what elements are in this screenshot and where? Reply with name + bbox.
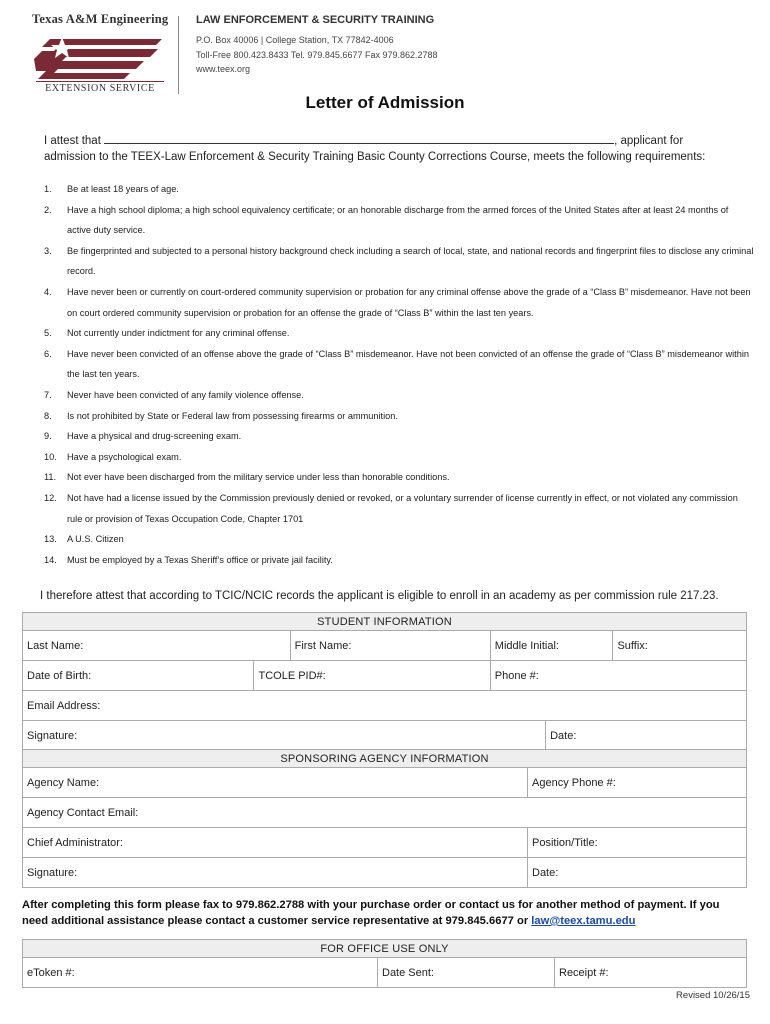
requirement-item (44, 550, 754, 571)
department-name: LAW ENFORCEMENT & SECURITY TRAINING (196, 14, 435, 26)
requirement-number: 11. (44, 472, 57, 483)
teex-logo-mark (32, 29, 172, 81)
requirement-text: Not currently under indictment for any criminal offense. (67, 328, 290, 339)
agency-info-heading: SPONSORING AGENCY INFORMATION (23, 750, 747, 768)
address: P.O. Box 40006 | College Station, TX 77842-4006 (196, 35, 394, 45)
payment-instructions (22, 897, 747, 929)
requirement-item (44, 406, 754, 427)
chief-administrator-field[interactable]: Chief Administrator: (23, 828, 528, 858)
requirement-text: Not have had a license issued by the Commission previously denied or revoked, or a voluntary surrender of license currently in effect, or not violated any commission rule or provision of Texas Occupation Code, Chapter 1701 (67, 492, 738, 524)
requirement-item (44, 467, 754, 488)
requirement-item (44, 200, 754, 241)
requirement-number: 8. (44, 410, 52, 421)
requirement-text: Never have been convicted of any family violence offense. (67, 389, 304, 400)
requirement-text: Is not prohibited by State or Federal law from possessing firearms or ammunition. (67, 410, 398, 421)
applicant-name-blank[interactable] (104, 133, 614, 144)
agency-contact-email-field[interactable]: Agency Contact Email: (23, 798, 747, 828)
requirement-text: Have a physical and drug-screening exam. (67, 431, 242, 442)
receipt-field[interactable]: Receipt #: (555, 958, 747, 988)
agency-phone-field[interactable]: Agency Phone #: (528, 768, 747, 798)
header-divider (178, 16, 179, 94)
payment-instructions-text: After completing this form please fax to 979.862.2788 with your purchase order or contact us for another method of payment. If you need additional assistance please contact a customer service representative at 979.845.6677 or (22, 899, 720, 927)
requirement-number: 14. (44, 554, 57, 565)
agency-date-field[interactable]: Date: (528, 858, 747, 888)
first-name-field[interactable]: First Name: (290, 631, 490, 661)
requirement-item (44, 179, 754, 200)
requirement-item (44, 282, 754, 323)
tcole-pid-field[interactable]: TCOLE PID#: (254, 661, 490, 691)
requirement-text: A U.S. Citizen (67, 534, 124, 545)
requirement-item (44, 529, 754, 550)
requirement-item (44, 426, 754, 447)
requirement-item (44, 344, 754, 385)
requirement-item (44, 385, 754, 406)
email-address-field[interactable]: Email Address: (23, 691, 747, 721)
student-information-table (22, 612, 747, 751)
requirement-text: Have a high school diploma; a high school equivalency certificate; or an honorable discharge from the armed forces of the United States after at least 24 months of active duty service. (67, 204, 729, 236)
last-name-field[interactable]: Last Name: (23, 631, 291, 661)
student-signature-field[interactable]: Signature: (23, 721, 546, 751)
requirement-number: 4. (44, 286, 52, 297)
sponsoring-agency-table (22, 749, 747, 888)
page-title: Letter of Admission (305, 93, 465, 112)
contact-block (196, 14, 438, 77)
requirement-number: 1. (44, 184, 52, 194)
attest-prefix: I attest that (44, 135, 101, 147)
website[interactable]: www.teex.org (196, 64, 251, 74)
logo-top-text: Texas A&M Engineering (32, 12, 169, 26)
logo-bottom-text: EXTENSION SERVICE (36, 81, 164, 94)
requirement-text: Not ever have been discharged from the military service under less than honorable conditions. (67, 472, 450, 483)
requirement-number: 13. (44, 534, 57, 545)
requirement-text: Have a psychological exam. (67, 451, 182, 462)
office-use-heading: FOR OFFICE USE ONLY (23, 940, 747, 958)
requirements-list (44, 179, 754, 570)
position-title-field[interactable]: Position/Title: (528, 828, 747, 858)
requirement-text: Have never been convicted of an offense above the grade of “Class B” misdemeanor. Have not been convicted of an offense the grade of “Class B” misdemeanor within the last ten years. (67, 348, 749, 380)
email-link[interactable]: law@teex.tamu.edu (531, 915, 636, 927)
requirement-number: 6. (44, 348, 52, 359)
etoken-field[interactable]: eToken #: (23, 958, 378, 988)
requirement-number: 12. (44, 492, 57, 503)
office-use-table (22, 939, 747, 988)
requirement-item (44, 488, 754, 529)
requirement-text: Be at least 18 years of age. (67, 184, 179, 194)
letterhead (24, 12, 754, 96)
requirement-text: Be fingerprinted and subjected to a personal history background check including a search of local, state, and national records and fingerprint files to disclose any criminal record. (67, 245, 754, 277)
revision-date: Revised 10/26/15 (676, 990, 750, 1001)
requirement-item (44, 241, 754, 282)
student-date-field[interactable]: Date: (546, 721, 747, 751)
date-of-birth-field[interactable]: Date of Birth: (23, 661, 254, 691)
agency-name-field[interactable]: Agency Name: (23, 768, 528, 798)
therefore-statement: I therefore attest that according to TCIC/NCIC records the applicant is eligible to enroll in an academy as per commission rule 217.23. (40, 590, 719, 602)
requirement-item (44, 323, 754, 344)
requirement-number: 10. (44, 451, 57, 462)
attest-line2: admission to the TEEX-Law Enforcement & Security Training Basic County Corrections Course, meets the following requirements: (44, 151, 706, 163)
teex-logo (32, 12, 182, 94)
phone-field[interactable]: Phone #: (490, 661, 746, 691)
requirement-text: Must be employed by a Texas Sheriff’s office or private jail facility. (67, 554, 333, 565)
agency-signature-field[interactable]: Signature: (23, 858, 528, 888)
requirement-text: Have never been or currently on court-ordered community supervision or probation for any criminal offense above the grade of a “Class B” misdemeanor. Have not been on court ordered community supervision or probation for an offense the grade of “Class B” within the last ten years. (67, 286, 751, 318)
attest-suffix: , applicant for (614, 135, 684, 147)
requirement-number: 7. (44, 389, 52, 400)
requirement-item (44, 447, 754, 468)
requirement-number: 9. (44, 431, 52, 442)
requirement-number: 2. (44, 204, 52, 215)
requirement-number: 3. (44, 245, 52, 256)
requirement-number: 5. (44, 328, 52, 339)
middle-initial-field[interactable]: Middle Initial: (490, 631, 613, 661)
date-sent-field[interactable]: Date Sent: (378, 958, 555, 988)
attest-paragraph (44, 133, 744, 165)
student-info-heading: STUDENT INFORMATION (23, 613, 747, 631)
phone-numbers: Toll-Free 800.423.8433 Tel. 979.845.6677 Fax 979.862.2788 (196, 49, 438, 60)
suffix-field[interactable]: Suffix: (613, 631, 747, 661)
